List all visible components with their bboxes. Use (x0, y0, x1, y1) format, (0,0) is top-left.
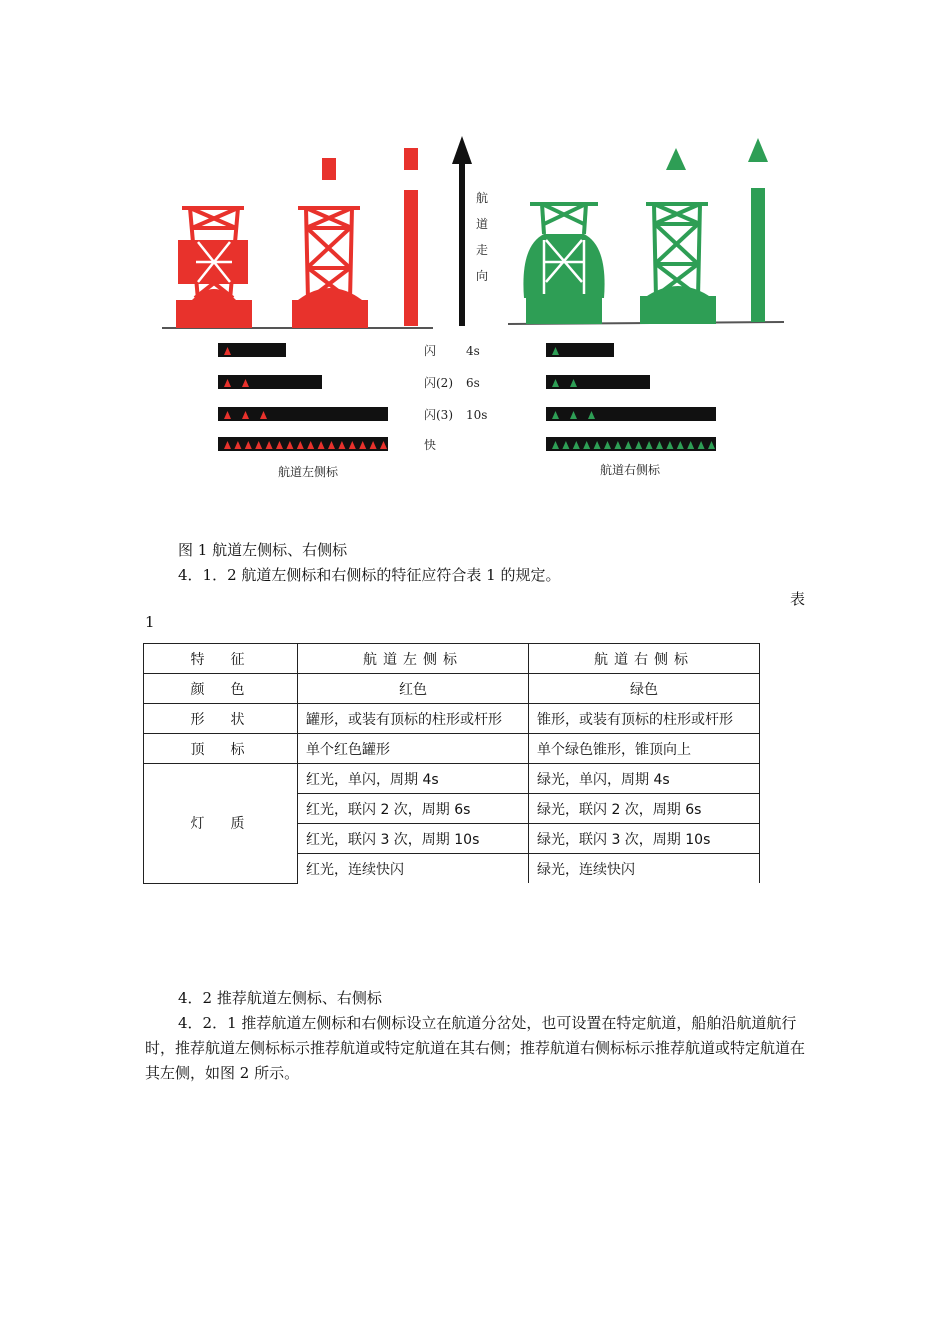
row-left: 单个红色罐形 (298, 734, 529, 764)
right-rhythm-bar (546, 375, 650, 389)
rhythm-label: 闪 (424, 344, 437, 358)
row-right: 绿光，联闪 3 次，周期 10s (529, 824, 760, 854)
left-rhythm-bar (218, 375, 322, 389)
svg-text:道: 道 (476, 217, 489, 231)
green-spar-buoy (748, 138, 768, 322)
table-row (144, 764, 760, 794)
light-rhythm-rows (218, 343, 716, 452)
red-can-buoy (176, 208, 252, 328)
table-row (144, 674, 760, 704)
rhythm-period: 6s (466, 376, 480, 390)
row-right: 锥形，或装有顶标的柱形或杆形 (529, 704, 760, 734)
row-right: 绿色 (529, 674, 760, 704)
row-left: 红光，联闪 2 次，周期 6s (298, 794, 529, 824)
row-left: 红光，联闪 3 次，周期 10s (298, 824, 529, 854)
row-left: 罐形，或装有顶标的柱形或杆形 (298, 704, 529, 734)
green-cone-buoy (523, 204, 604, 324)
svg-text:走: 走 (476, 243, 489, 257)
green-cone-topmark (666, 148, 686, 170)
table-header-row (144, 644, 760, 674)
table-row (144, 704, 760, 734)
header-left: 航道左侧标 (298, 644, 529, 674)
row-left: 红色 (298, 674, 529, 704)
figure-caption: 图 1 航道左侧标、右侧标 (178, 541, 348, 559)
row-feature: 颜 色 (144, 674, 298, 704)
green-pillar-buoy (640, 148, 716, 324)
direction-label (476, 191, 488, 283)
row-right: 绿光，单闪，周期 4s (529, 764, 760, 794)
green-spar-topmark (748, 138, 768, 162)
red-can-topmark (322, 158, 336, 180)
rhythm-label: 闪(3) (424, 408, 453, 422)
row-feature: 形 状 (144, 704, 298, 734)
direction-arrow (452, 136, 472, 326)
paragraph-4-2: 4．2 推荐航道左侧标、右侧标 (178, 989, 382, 1007)
buoy-figure (148, 128, 798, 488)
paragraph-4-2-1: 4．2．1 推荐航道左侧标和右侧标设立在航道分岔处，也可设置在特定航道，船舶沿航道航行时，推荐航道左侧标标示推荐航道或特定航道在其右侧；推荐航道右侧标标示推荐航道或特定航道在其左侧，如图 2 所示。 (145, 1014, 806, 1082)
svg-text:向: 向 (476, 269, 489, 283)
rhythm-label: 闪(2) (424, 376, 453, 390)
rhythm-label: 快 (424, 438, 437, 452)
paragraph-4-1-2: 4．1．2 航道左侧标和右侧标的特征应符合表 1 的规定。 (178, 566, 561, 584)
table-row (144, 734, 760, 764)
header-right: 航道右侧标 (529, 644, 760, 674)
buoy-diagram (148, 128, 798, 488)
row-right: 绿光，连续快闪 (529, 854, 760, 884)
row-left: 红光，连续快闪 (298, 854, 529, 884)
rhythm-period: 10s (466, 408, 488, 422)
table-number: 1 (145, 613, 155, 631)
red-spar-buoy (404, 148, 418, 326)
spec-table (143, 643, 760, 884)
light-feature: 灯 质 (144, 764, 298, 884)
header-feature: 特 征 (144, 644, 298, 674)
left-caption: 航道左侧标 (278, 465, 339, 479)
table-label: 表 (790, 590, 806, 608)
red-spar-topmark (404, 148, 418, 170)
row-left: 红光，单闪，周期 4s (298, 764, 529, 794)
row-right: 单个绿色锥形，锥顶向上 (529, 734, 760, 764)
svg-text:航: 航 (476, 191, 489, 205)
row-right: 绿光，联闪 2 次，周期 6s (529, 794, 760, 824)
rhythm-period: 4s (466, 344, 480, 358)
right-caption: 航道右侧标 (600, 463, 661, 477)
red-pillar-buoy (292, 158, 368, 328)
row-feature: 顶 标 (144, 734, 298, 764)
